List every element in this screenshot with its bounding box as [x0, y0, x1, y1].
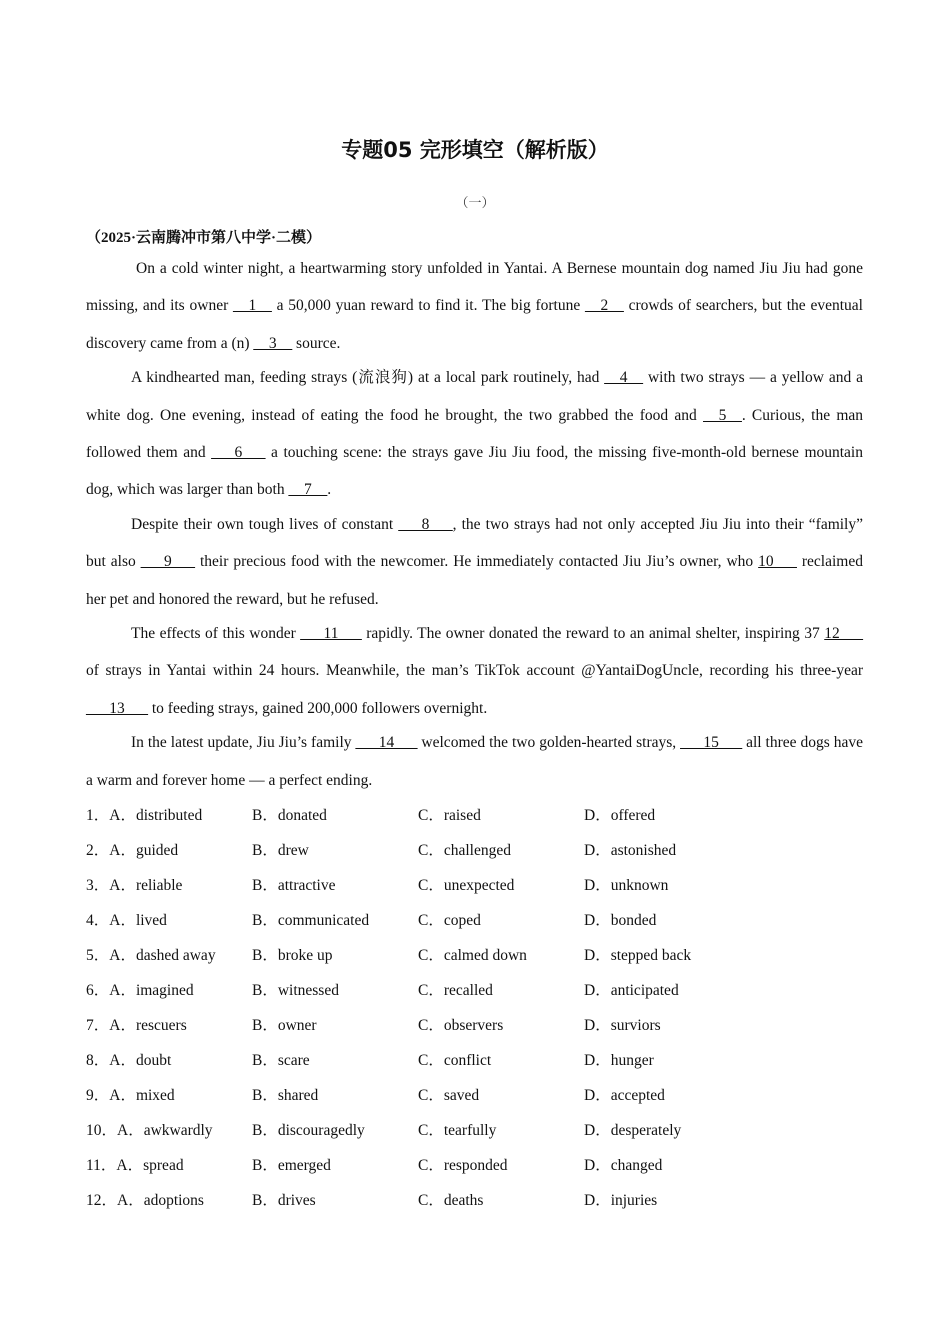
option-d: D．unknown — [584, 877, 669, 894]
option-b: B．scare — [252, 1052, 310, 1069]
option-row — [86, 1115, 863, 1150]
paragraph-5 — [86, 724, 863, 799]
blank-13: ___13___ — [86, 699, 148, 717]
option-d: D．changed — [584, 1157, 663, 1174]
option-a: 1．A．distributed — [86, 807, 203, 824]
option-b: B．owner — [252, 1017, 317, 1034]
option-row — [86, 1045, 863, 1080]
option-c: C．saved — [418, 1087, 480, 1104]
blank-7: __7__ — [288, 481, 328, 499]
text-span: reclaimed her pet and honored the reward, but he refused. — [86, 553, 863, 608]
exam-source: （2025·云南腾冲市第八中学·二模） — [86, 230, 322, 246]
option-c: C．recalled — [418, 982, 493, 999]
option-a: 2．A．guided — [86, 842, 179, 859]
option-c: C．tearfully — [418, 1122, 497, 1139]
text-span: a 50,000 yuan reward to find it. The big fortune — [271, 297, 586, 315]
option-b: B．emerged — [252, 1157, 331, 1174]
option-a: 12．A．adoptions — [86, 1192, 204, 1209]
option-a: 4．A．lived — [86, 912, 167, 929]
option-d: D．offered — [584, 807, 656, 824]
blank-15: ___15___ — [680, 734, 743, 752]
paragraph-4 — [86, 615, 863, 727]
text-span: In the latest update, Jiu Jiu’s family — [131, 734, 356, 752]
option-c: C．coped — [418, 912, 481, 929]
option-a: 10．A．awkwardly — [86, 1122, 213, 1139]
option-b: B．shared — [252, 1087, 319, 1104]
option-d: D．astonished — [584, 842, 677, 859]
blank-8: ___8___ — [398, 515, 453, 533]
section-number: （一） — [455, 195, 495, 210]
option-a: 3．A．reliable — [86, 877, 183, 894]
paragraph-3 — [86, 506, 863, 618]
option-a: 6．A．imagined — [86, 982, 194, 999]
option-d: D．hunger — [584, 1052, 654, 1069]
option-b: B．drives — [252, 1192, 316, 1209]
text-span: A kindhearted man, feeding strays (流浪狗) at a local park routinely, had — [131, 369, 605, 387]
option-row — [86, 835, 863, 870]
option-b: B．discouragedly — [252, 1122, 365, 1139]
answer-options — [86, 800, 863, 1220]
option-c: C．conflict — [418, 1052, 492, 1069]
option-c: C．unexpected — [418, 877, 515, 894]
option-a: 7．A．rescuers — [86, 1017, 187, 1034]
blank-6: ___6___ — [211, 444, 266, 462]
blank-10: 10___ — [758, 553, 797, 571]
option-b: B．donated — [252, 807, 327, 824]
option-c: C．raised — [418, 807, 481, 824]
text-span: of strays in Yantai within 24 hours. Meanwhile, the man’s TikTok account @YantaiDogUncle, recording his three-year — [86, 662, 863, 680]
blank-4: __4__ — [604, 369, 644, 387]
option-d: D．accepted — [584, 1087, 665, 1104]
text-span: Despite their own tough lives of constant — [131, 515, 399, 533]
text-span: all three dogs have a warm and forever home — a perfect ending. — [86, 734, 863, 789]
blank-3: __3__ — [253, 334, 293, 352]
option-c: C．calmed down — [418, 947, 527, 964]
text-span: , the two strays had not only accepted Jiu Jiu into their “family” but also — [86, 515, 863, 571]
blank-12: 12___ — [824, 625, 863, 643]
option-b: B．broke up — [252, 947, 333, 964]
option-c: C．challenged — [418, 842, 511, 859]
blank-9: ___9___ — [140, 553, 195, 571]
option-row — [86, 940, 863, 975]
text-span: to feeding strays, gained 200,000 followers overnight. — [148, 699, 488, 717]
option-row — [86, 800, 863, 835]
option-b: B．witnessed — [252, 982, 339, 999]
text-span: The effects of this wonder — [131, 625, 301, 643]
option-a: 9．A．mixed — [86, 1087, 175, 1104]
blank-14: ___14___ — [355, 734, 418, 752]
option-c: C．observers — [418, 1017, 504, 1034]
text-span: . Curious, the man followed them and — [86, 406, 864, 462]
text-span: with two strays — a yellow and a white dog. One evening, instead of eating the food he brought, the two grabbed the food and — [86, 369, 864, 424]
option-row — [86, 870, 863, 905]
option-a: 11．A．spread — [86, 1157, 184, 1174]
page-title: 专题05 完形填空（解析版） — [341, 138, 609, 162]
text-span: a touching scene: the strays gave Jiu Jiu food, the missing five-month-old bernese mountain dog, which was larger than both — [86, 444, 863, 499]
text-span: welcomed the two golden-hearted strays, — [417, 734, 681, 752]
option-row — [86, 1010, 863, 1045]
option-b: B．communicated — [252, 912, 370, 929]
cloze-passage — [86, 250, 863, 796]
option-a: 8．A．doubt — [86, 1052, 172, 1069]
option-d: D．stepped back — [584, 947, 692, 964]
blank-1: __1__ — [233, 297, 272, 315]
paragraph-1 — [86, 250, 863, 362]
text-span: source. — [292, 334, 341, 352]
option-d: D．desperately — [584, 1122, 682, 1139]
option-d: D．bonded — [584, 912, 657, 929]
blank-2: __2__ — [585, 297, 624, 315]
option-b: B．attractive — [252, 877, 336, 894]
blank-5: __5__ — [703, 406, 742, 424]
text-span: crowds of searchers, but the eventual discovery came from a (n) — [86, 297, 863, 352]
option-c: C．deaths — [418, 1192, 484, 1209]
option-row — [86, 1150, 863, 1185]
text-span: On a cold winter night, a heartwarming story unfolded in Yantai. A Bernese mountain dog named Jiu Jiu had gone missing, and its owner — [86, 260, 863, 315]
option-row — [86, 1185, 863, 1220]
option-b: B．drew — [252, 842, 309, 859]
option-row — [86, 975, 863, 1010]
text-span: rapidly. The owner donated the reward to an animal shelter, inspiring 37 — [361, 625, 825, 643]
option-d: D．injuries — [584, 1192, 658, 1209]
option-a: 5．A．dashed away — [86, 947, 216, 964]
option-row — [86, 1080, 863, 1115]
option-d: D．surviors — [584, 1017, 661, 1034]
text-span: . — [327, 481, 332, 499]
option-row — [86, 905, 863, 940]
paragraph-2 — [86, 359, 863, 509]
text-span: their precious food with the newcomer. He immediately contacted Jiu Jiu’s owner, who — [194, 553, 759, 571]
option-c: C．responded — [418, 1157, 508, 1174]
option-d: D．anticipated — [584, 982, 679, 999]
blank-11: ___11___ — [300, 625, 362, 643]
